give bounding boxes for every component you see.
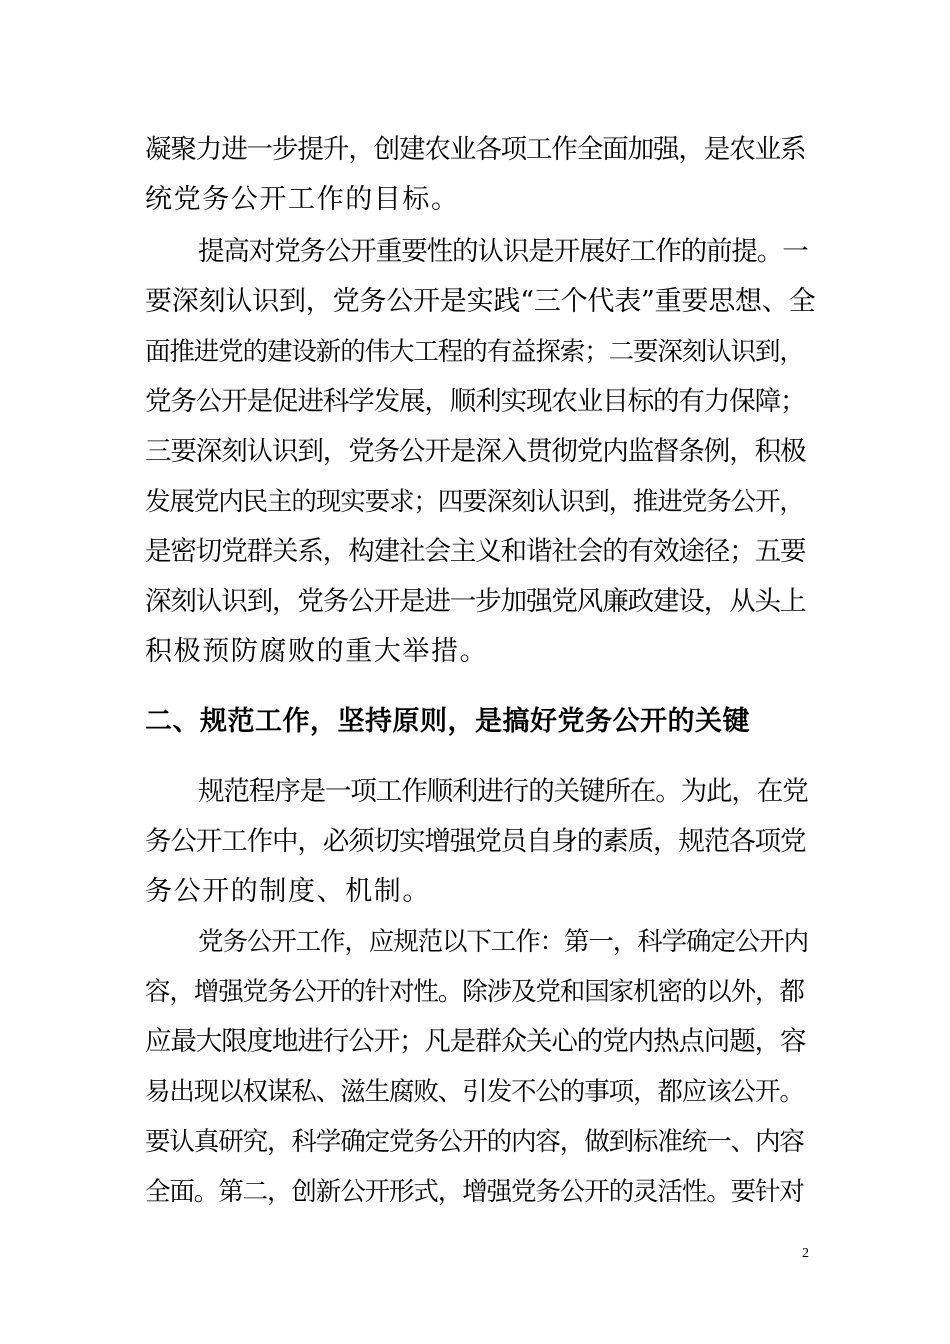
- body-line: 要深刻认识到，党务公开是实践“三个代表”重要思想、全: [145, 286, 816, 317]
- paragraph-first-line: 提高对党务公开重要性的认识是开展好工作的前提。一: [198, 236, 808, 267]
- section-heading: 二、规范工作，坚持原则，是搞好党务公开的关键: [145, 706, 750, 737]
- paragraph-first-line: 规范程序是一项工作顺利进行的关键所在。为此，在党: [198, 776, 808, 807]
- body-line: 三要深刻认识到，党务公开是深入贯彻党内监督条例，积极: [145, 436, 806, 467]
- body-line: 容，增强党务公开的针对性。除涉及党和国家机密的以外，都: [145, 977, 804, 1007]
- body-line: 全面。第二，创新公开形式，增强党务公开的灵活性。要针对: [145, 1177, 804, 1207]
- page-number: 2: [802, 1246, 809, 1261]
- body-line: 统党务公开工作的目标。: [145, 184, 460, 215]
- body-line: 要认真研究，科学确定党务公开的内容，做到标准统一、内容: [145, 1127, 804, 1157]
- body-line: 积极预防腐败的重大举措。: [145, 636, 489, 667]
- body-line: 是密切党群关系，构建社会主义和谐社会的有效途径；五要: [145, 536, 806, 567]
- body-line: 深刻认识到，党务公开是进一步加强党风廉政建设，从头上: [145, 586, 806, 617]
- body-line: 面推进党的建设新的伟大工程的有益探索；二要深刻认识到，: [145, 337, 804, 367]
- body-line: 党务公开是促进科学发展，顺利实现农业目标的有力保障；: [145, 386, 806, 417]
- paragraph-first-line: 党务公开工作，应规范以下工作：第一，科学确定公开内: [198, 927, 809, 957]
- body-line: 务公开的制度、机制。: [145, 876, 431, 907]
- body-line: 凝聚力进一步提升，创建农业各项工作全面加强，是农业系: [145, 134, 806, 165]
- body-line: 易出现以权谋私、滋生腐败、引发不公的事项，都应该公开。: [145, 1077, 804, 1107]
- body-line: 发展党内民主的现实要求；四要深刻认识到，推进党务公开，: [145, 487, 804, 517]
- body-line: 务公开工作中，必须切实增强党员自身的素质，规范各项党: [145, 826, 806, 857]
- body-line: 应最大限度地进行公开；凡是群众关心的党内热点问题，容: [145, 1026, 806, 1057]
